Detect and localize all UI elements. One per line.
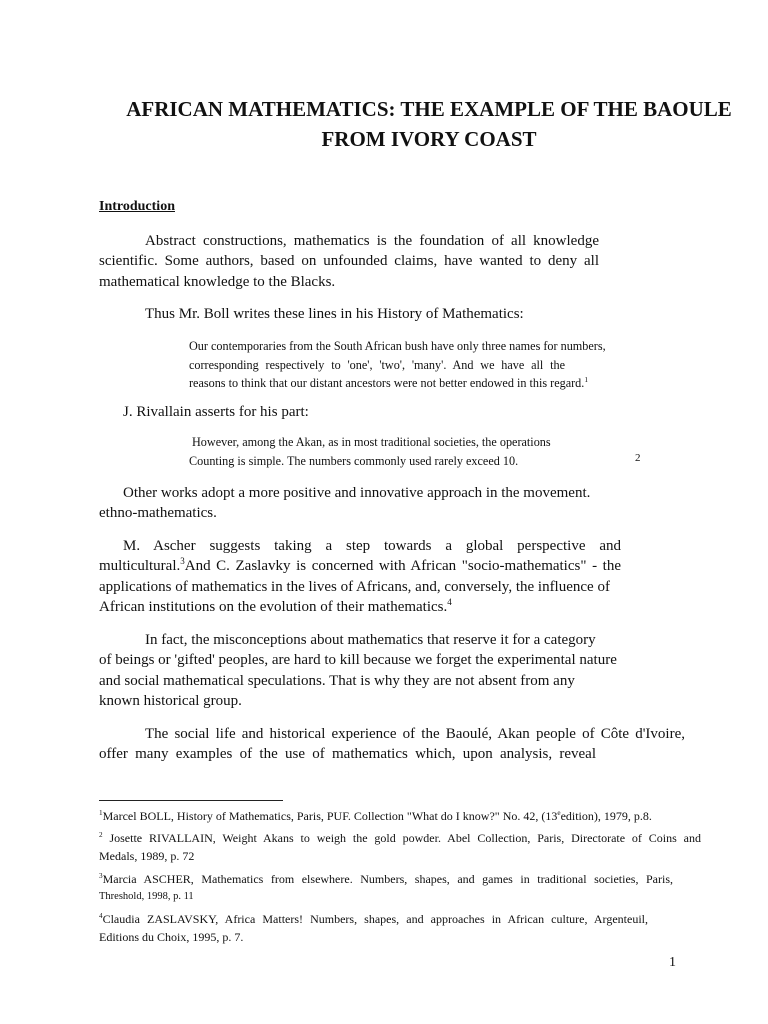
quote-line: However, among the Akan, as in most traditional societies, the operations bbox=[192, 435, 551, 449]
footnote-1 bbox=[99, 807, 701, 825]
paragraph-4 bbox=[99, 483, 615, 524]
footnote-number: 2 bbox=[99, 831, 103, 840]
paragraph-line: The social life and historical experience of the Baoulé, Akan people of Côte d'Ivoire, bbox=[145, 726, 685, 742]
paragraph-line: In fact, the misconceptions about mathematics that reserve it for a category bbox=[145, 632, 596, 648]
footnote-line bbox=[99, 807, 701, 825]
quote-line: Our contemporaries from the South African bush have only three names for numbers, bbox=[189, 339, 606, 353]
paragraph-line: Other works adopt a more positive and innovative approach in the movement. bbox=[123, 485, 591, 501]
footnote-line: Medals, 1989, p. 72 bbox=[99, 849, 195, 864]
document-title bbox=[98, 94, 760, 154]
footnote-ref-3: 3 bbox=[180, 556, 185, 567]
block-quote-2 bbox=[189, 433, 551, 470]
paragraph-2 bbox=[145, 304, 524, 324]
paragraph-7 bbox=[99, 724, 685, 765]
paragraph-line: and social mathematical speculations. That is why they are not absent from any bbox=[99, 672, 575, 689]
paragraph-line: applications of mathematics in the lives of Africans, and, conversely, the influence of bbox=[99, 578, 610, 595]
paragraph-line: Abstract constructions, mathematics is the foundation of all knowledge bbox=[145, 233, 599, 249]
footnote-line bbox=[99, 870, 673, 888]
footnote-text: Marcel BOLL, History of Mathematics, Paris, PUF. Collection "What do I know?" No. 42, (13 bbox=[102, 809, 558, 823]
paragraph-line: M. Ascher suggests taking a step towards a global perspective and bbox=[123, 538, 621, 554]
paragraph-text: African institutions on the evolution of their mathematics. bbox=[99, 599, 448, 616]
footnote-2 bbox=[99, 829, 701, 865]
paragraph-line: scientific. Some authors, based on unfounded claims, have wanted to deny all bbox=[99, 253, 599, 270]
footnote-number: 3 bbox=[99, 871, 103, 880]
footnote-line: Editions du Choix, 1995, p. 7. bbox=[99, 930, 244, 945]
footnote-line: Threshold, 1998, p. 11 bbox=[99, 890, 194, 902]
paragraph-text: multicultural. bbox=[99, 558, 181, 575]
paragraph-line: mathematical knowledge to the Blacks. bbox=[99, 273, 336, 290]
paragraph-line: ethno-mathematics. bbox=[99, 505, 217, 522]
footnote-text: Marcia ASCHER, Mathematics from elsewhere. Numbers, shapes, and games in traditional societies, Paris, bbox=[102, 871, 673, 886]
title-line-1: AFRICAN MATHEMATICS: THE EXAMPLE OF THE BAOULE bbox=[126, 97, 732, 121]
block-quote-1 bbox=[189, 337, 621, 393]
paragraph-line: known historical group. bbox=[99, 693, 242, 710]
footnote-text: Claudia ZASLAVSKY, Africa Matters! Numbers, shapes, and approaches in African culture, Argenteuil, bbox=[102, 912, 648, 927]
footnote-superscript: e bbox=[557, 809, 561, 817]
footnote-line bbox=[99, 829, 701, 847]
quote-line: Counting is simple. The numbers commonly used rarely exceed 10. bbox=[189, 453, 519, 468]
footnote-ref-4: 4 bbox=[447, 597, 452, 608]
paragraph-line: offer many examples of the use of mathematics which, upon analysis, reveal bbox=[99, 746, 596, 763]
paragraph-3 bbox=[123, 402, 309, 422]
footnote-text: Josette RIVALLAIN, Weight Akans to weigh the gold powder. Abel Collection, Paris, Directorate of Coins and bbox=[102, 831, 701, 846]
paragraph-line: J. Rivallain asserts for his part: bbox=[123, 404, 309, 420]
section-heading: Introduction bbox=[99, 199, 175, 214]
paragraph-line: Thus Mr. Boll writes these lines in his History of Mathematics: bbox=[145, 306, 524, 322]
paragraph-line bbox=[99, 597, 621, 617]
footnotes bbox=[99, 807, 701, 950]
paragraph-1 bbox=[99, 231, 599, 292]
paragraph-5 bbox=[99, 536, 621, 618]
footnote-separator bbox=[99, 800, 283, 801]
paragraph-text: And C. Zaslavky is concerned with African "socio-mathematics" - the bbox=[184, 558, 621, 575]
footnote-text: edition), 1979, p.8. bbox=[560, 809, 652, 823]
footnote-ref-2: 2 bbox=[635, 452, 641, 464]
footnote-line bbox=[99, 910, 648, 928]
quote-text: reasons to think that our distant ancestors were not better endowed in this regard. bbox=[189, 376, 585, 390]
footnote-4 bbox=[99, 910, 701, 946]
footnote-3 bbox=[99, 870, 701, 906]
footnote-number: 4 bbox=[99, 912, 103, 921]
paragraph-line bbox=[99, 556, 621, 576]
paragraph-6 bbox=[99, 630, 617, 712]
footnote-ref-1: 1 bbox=[584, 374, 588, 384]
title-line-2: FROM IVORY COAST bbox=[321, 127, 537, 151]
quote-line bbox=[189, 374, 621, 393]
footnote-number: 1 bbox=[99, 809, 103, 817]
page-number: 1 bbox=[669, 955, 676, 970]
paragraph-line: of beings or 'gifted' peoples, are hard to kill because we forget the experimental nature bbox=[99, 652, 617, 669]
quote-line: corresponding respectively to 'one', 'two', 'many'. And we have all the bbox=[189, 357, 565, 372]
